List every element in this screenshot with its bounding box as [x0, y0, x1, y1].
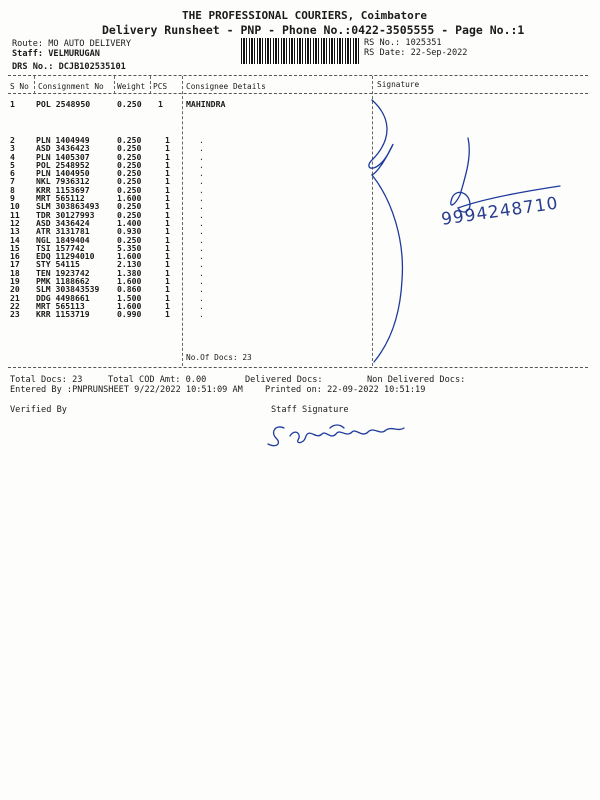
- row-weight: 1.380: [117, 267, 142, 278]
- col-signature: Signature: [377, 80, 420, 89]
- row-consignment: KRR 1153719: [36, 309, 90, 320]
- row-consignee-blank: .: [199, 201, 204, 212]
- row-pcs: 1: [165, 276, 170, 287]
- row-sno: 9: [10, 193, 15, 204]
- row-sno: 22: [10, 300, 20, 311]
- row-consignment: PMK 1188662: [36, 276, 90, 287]
- row-1-consignee: MAHINDRA: [186, 99, 226, 109]
- col-weight: Weight: [117, 82, 146, 91]
- row-sno: 8: [10, 184, 15, 195]
- row-sno: 5: [10, 159, 15, 170]
- row-weight: 5.350: [117, 242, 142, 253]
- row-weight: 0.250: [117, 201, 142, 212]
- row-pcs: 1: [165, 284, 170, 295]
- row-sno: 23: [10, 309, 20, 320]
- row-consignment: PLN 1404949: [36, 135, 90, 145]
- row-pcs: 1: [165, 184, 170, 195]
- row-consignment: ATR 3131781: [36, 226, 90, 237]
- row-1-weight: 0.250: [117, 99, 142, 109]
- row-pcs: 1: [165, 209, 170, 220]
- row-consignment: PLN 1405307: [36, 151, 90, 162]
- row-weight: 0.250: [117, 143, 142, 154]
- row-sno: 18: [10, 267, 20, 278]
- rs-date: RS Date: 22-Sep-2022: [364, 48, 468, 58]
- row-pcs: 1: [165, 168, 170, 179]
- row-consignee-blank: .: [199, 217, 204, 228]
- row-consignment: TSI 157742: [36, 242, 85, 253]
- row-1-pcs: 1: [158, 99, 163, 109]
- row-sno: 15: [10, 242, 20, 253]
- row-sno: 10: [10, 201, 20, 212]
- row-consignment: TDR 30127993: [36, 209, 95, 220]
- row-pcs: 1: [165, 159, 170, 170]
- row-consignment: ASD 3436424: [36, 217, 90, 228]
- row-consignee-blank: .: [199, 292, 204, 303]
- row-weight: 1.600: [117, 300, 142, 311]
- row-pcs: 1: [165, 143, 170, 154]
- entered-by: Entered By :PNPRUNSHEET 9/22/2022 10:51:09 AM: [10, 385, 243, 395]
- row-weight: 1.600: [117, 193, 142, 204]
- row-weight: 1.600: [117, 251, 142, 262]
- row-consignee-blank: .: [199, 209, 204, 220]
- row-pcs: 1: [165, 135, 170, 145]
- receiver-signature-stroke: [451, 138, 560, 212]
- row-pcs: 1: [165, 176, 170, 187]
- row-consignment: POL 2548952: [36, 159, 90, 170]
- printed-on: Printed on: 22-09-2022 10:51:19: [265, 385, 426, 395]
- row-pcs: 1: [165, 226, 170, 237]
- row-weight: 0.250: [117, 184, 142, 195]
- row-consignment: NKL 7936312: [36, 176, 90, 187]
- row-sno: 16: [10, 251, 20, 262]
- row-sno: 21: [10, 292, 20, 303]
- row-weight: 0.250: [117, 234, 142, 245]
- row-weight: 0.250: [117, 176, 142, 187]
- row-consignee-blank: .: [199, 135, 204, 145]
- row-pcs: 1: [165, 251, 170, 262]
- row-consignee-blank: .: [199, 151, 204, 162]
- row-sno: 4: [10, 151, 15, 162]
- row-weight: 2.130: [117, 259, 142, 270]
- row-consignee-blank: .: [199, 193, 204, 204]
- row-sno: 13: [10, 226, 20, 237]
- row-consignment: NGL 1849404: [36, 234, 90, 245]
- row-weight: 0.930: [117, 226, 142, 237]
- row-consignment: KRR 1153697: [36, 184, 90, 195]
- row-consignee-blank: .: [199, 184, 204, 195]
- no-of-docs: No.Of Docs: 23: [186, 353, 252, 362]
- row-consignee-blank: .: [199, 267, 204, 278]
- row-consignment: SLM 303863493: [36, 201, 100, 212]
- row-sno: 2: [10, 135, 15, 145]
- row-consignee-blank: .: [199, 242, 204, 253]
- row-pcs: 1: [165, 292, 170, 303]
- row-weight: 0.250: [117, 159, 142, 170]
- row-consignment: MRT 565113: [36, 300, 85, 311]
- col-sno: S No: [10, 82, 29, 91]
- row-consignment: PLN 1404950: [36, 168, 90, 179]
- row-consignment: SLM 303843539: [36, 284, 100, 295]
- row-consignment: ASD 3436423: [36, 143, 90, 154]
- row-pcs: 1: [165, 193, 170, 204]
- row-consignee-blank: .: [199, 309, 204, 320]
- col-pcs: PCS: [153, 82, 168, 91]
- verified-by: Verified By: [10, 405, 67, 415]
- col-consignee: Consignee Details: [186, 82, 266, 91]
- runsheet-subtitle: Delivery Runsheet - PNP - Phone No.:0422-3505555 - Page No.:1: [102, 23, 525, 37]
- staff-label: Staff: VELMURUGAN: [12, 49, 100, 59]
- row-consignee-blank: .: [199, 159, 204, 170]
- row-consignee-blank: .: [199, 234, 204, 245]
- company-title: THE PROFESSIONAL COURIERS, Coimbatore: [182, 9, 428, 22]
- row-1-consignment: POL 2548950: [36, 99, 91, 109]
- staff-signature-label: Staff Signature: [271, 405, 349, 415]
- row-sno: 20: [10, 284, 20, 295]
- row-sno: 11: [10, 209, 20, 220]
- row-weight: 1.600: [117, 276, 142, 287]
- handwritten-phone: 9994248710: [440, 193, 560, 230]
- rs-number: RS No.: 1025351: [364, 38, 442, 48]
- total-cod: Total COD Amt: 0.00: [108, 375, 207, 385]
- row-consignee-blank: .: [199, 226, 204, 237]
- row-sno: 14: [10, 234, 20, 245]
- row-consignee-blank: .: [199, 300, 204, 311]
- row-weight: 0.250: [117, 209, 142, 220]
- row-consignee-blank: .: [199, 143, 204, 154]
- row-pcs: 1: [165, 267, 170, 278]
- row-weight: 0.990: [117, 309, 142, 320]
- row-pcs: 1: [165, 217, 170, 228]
- row-weight: 0.250: [117, 151, 142, 162]
- row-sno: 3: [10, 143, 15, 154]
- row-consignee-blank: .: [199, 259, 204, 270]
- row-consignee-blank: .: [199, 251, 204, 262]
- row-consignee-blank: .: [199, 284, 204, 295]
- row-sno: 12: [10, 217, 20, 228]
- delivery-signature-stroke: [369, 100, 403, 362]
- row-pcs: 1: [165, 151, 170, 162]
- row-consignment: DDG 4498661: [36, 292, 90, 303]
- row-sno: 17: [10, 259, 20, 270]
- drs-number: DRS No.: DCJB102535101: [12, 62, 126, 72]
- row-1-sno: 1: [10, 99, 15, 109]
- row-sno: 19: [10, 276, 20, 287]
- row-consignee-blank: .: [199, 168, 204, 179]
- row-consignment: STY 54115: [36, 259, 80, 270]
- row-consignment: MRT 565112: [36, 193, 85, 204]
- row-weight: 0.250: [117, 168, 142, 179]
- row-pcs: 1: [165, 201, 170, 212]
- row-weight: 1.500: [117, 292, 142, 303]
- row-consignment: TEN 1923742: [36, 267, 90, 278]
- row-pcs: 1: [165, 234, 170, 245]
- row-sno: 6: [10, 168, 15, 179]
- row-consignment: EDQ 11294010: [36, 251, 95, 262]
- route-label: Route: MO AUTO DELIVERY: [12, 39, 131, 49]
- row-weight: 0.250: [117, 135, 142, 145]
- non-delivered-docs: Non Delivered Docs:: [367, 375, 466, 385]
- row-weight: 1.400: [117, 217, 142, 228]
- row-pcs: 1: [165, 309, 170, 320]
- row-sno: 7: [10, 176, 15, 187]
- row-weight: 0.860: [117, 284, 142, 295]
- staff-signature-stroke: [268, 425, 404, 446]
- row-pcs: 1: [165, 259, 170, 270]
- delivered-docs: Delivered Docs:: [245, 375, 323, 385]
- row-consignee-blank: .: [199, 176, 204, 187]
- row-pcs: 1: [165, 300, 170, 311]
- col-consignment: Consignment No: [38, 82, 104, 91]
- total-docs: Total Docs: 23: [10, 375, 83, 385]
- row-consignee-blank: .: [199, 276, 204, 287]
- row-pcs: 1: [165, 242, 170, 253]
